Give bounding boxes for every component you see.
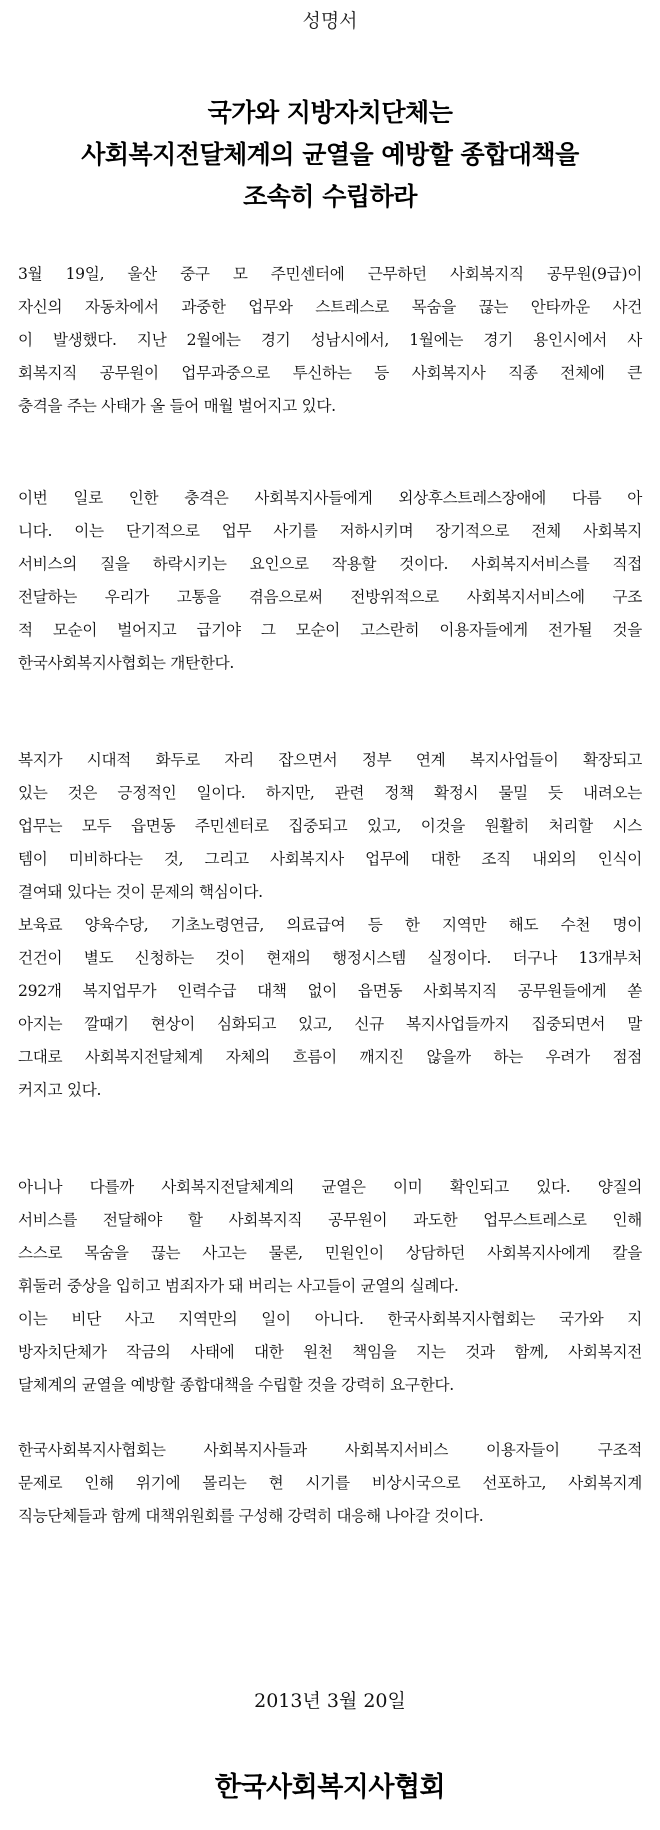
paragraph-line: 보육료 양육수당, 기초노령연금, 의료급여 등 한 지역만 해도 수천 명이 bbox=[18, 916, 642, 934]
paragraph-line: 3월 19일, 울산 중구 모 주민센터에 근무하던 사회복지직 공무원(9급)이 bbox=[18, 265, 642, 283]
paragraph-line: 한국사회복지사협회는 개탄한다. bbox=[18, 654, 235, 672]
paragraph-line: 복지가 시대적 화두로 자리 잡으면서 정부 연계 복지사업들이 확장되고 bbox=[18, 751, 642, 769]
paragraph-line: 템이 미비하다는 것, 그리고 사회복지사 업무에 대한 조직 내외의 인식이 bbox=[18, 850, 642, 868]
headline bbox=[0, 92, 660, 218]
paragraph-line: 건건이 별도 신청하는 것이 현재의 행정시스템 실정이다. 더구나 13개부처 bbox=[18, 949, 642, 967]
paragraph-line: 그대로 사회복지전달체계 자체의 흐름이 깨지진 않을까 하는 우려가 점점 bbox=[18, 1048, 642, 1066]
organization-name: 한국사회복지사협회 bbox=[214, 1772, 446, 1803]
paragraph-line: 전달하는 우리가 고통을 겪음으로써 전방위적으로 사회복지서비스에 구조 bbox=[18, 588, 642, 606]
paragraph-line: 이 발생했다. 지난 2월에는 경기 성남시에서, 1월에는 경기 용인시에서 사 bbox=[18, 331, 642, 349]
paragraph-line: 휘둘러 중상을 입히고 범죄자가 돼 버리는 사고들이 균열의 실례다. bbox=[18, 1277, 459, 1295]
paragraph-line: 문제로 인해 위기에 몰리는 현 시기를 비상시국으로 선포하고, 사회복지계 bbox=[18, 1474, 642, 1492]
paragraph-line: 292개 복지업무가 인력수급 대책 없이 읍면동 사회복지직 공무원들에게 쏟 bbox=[18, 982, 642, 1000]
paragraph-line: 스스로 목숨을 끊는 사고는 물론, 민원인이 상담하던 사회복지사에게 칼을 bbox=[18, 1244, 642, 1262]
paragraph bbox=[18, 1303, 642, 1402]
paragraph-line: 회복지직 공무원이 업무과중으로 투신하는 등 사회복지사 직종 전체에 큰 bbox=[18, 364, 642, 382]
paragraph bbox=[18, 482, 642, 680]
paragraph-line: 아지는 깔때기 현상이 심화되고 있고, 신규 복지사업들까지 집중되면서 말 bbox=[18, 1015, 642, 1033]
paragraph-line: 충격을 주는 사태가 올 들어 매월 벌어지고 있다. bbox=[18, 397, 336, 415]
paragraph-line: 아니나 다를까 사회복지전달체계의 균열은 이미 확인되고 있다. 양질의 bbox=[18, 1178, 642, 1196]
paragraph-line: 적 모순이 벌어지고 급기야 그 모순이 고스란히 이용자들에게 전가될 것을 bbox=[18, 621, 642, 639]
paragraph-line: 커지고 있다. bbox=[18, 1081, 102, 1099]
headline-line: 사회복지전달체계의 균열을 예방할 종합대책을 bbox=[81, 140, 579, 169]
statement-date: 2013년 3월 20일 bbox=[254, 1690, 406, 1712]
document-type-label: 성명서 bbox=[302, 10, 358, 32]
paragraph-line: 한국사회복지사협회는 사회복지사들과 사회복지서비스 이용자들이 구조적 bbox=[18, 1441, 642, 1459]
paragraph-line: 달체계의 균열을 예방할 종합대책을 수립할 것을 강력히 요구한다. bbox=[18, 1376, 454, 1394]
paragraph bbox=[18, 1434, 642, 1533]
headline-line: 조속히 수립하라 bbox=[243, 182, 417, 211]
paragraph-line: 니다. 이는 단기적으로 업무 사기를 저하시키며 장기적으로 전체 사회복지 bbox=[18, 522, 642, 540]
paragraph bbox=[18, 744, 642, 909]
paragraph-line: 자신의 자동차에서 과중한 업무와 스트레스로 목숨을 끊는 안타까운 사건 bbox=[18, 298, 642, 316]
paragraph-line: 이는 비단 사고 지역만의 일이 아니다. 한국사회복지사협회는 국가와 지 bbox=[18, 1310, 642, 1328]
paragraph bbox=[18, 258, 642, 423]
paragraph-line: 이번 일로 인한 충격은 사회복지사들에게 외상후스트레스장애에 다름 아 bbox=[18, 489, 642, 507]
paragraph-line: 있는 것은 긍정적인 일이다. 하지만, 관련 정책 확정시 물밀 듯 내려오는 bbox=[18, 784, 642, 802]
paragraph bbox=[18, 909, 642, 1107]
paragraph-line: 서비스의 질을 하락시키는 요인으로 작용할 것이다. 사회복지서비스를 직접 bbox=[18, 555, 642, 573]
paragraph bbox=[18, 1171, 642, 1303]
paragraph-line: 직능단체들과 함께 대책위원회를 구성해 강력히 대응해 나아갈 것이다. bbox=[18, 1507, 484, 1525]
paragraph-line: 서비스를 전달해야 할 사회복지직 공무원이 과도한 업무스트레스로 인해 bbox=[18, 1211, 642, 1229]
paragraph-line: 방자치단체가 작금의 사태에 대한 원천 책임을 지는 것과 함께, 사회복지전 bbox=[18, 1343, 642, 1361]
paragraph-line: 업무는 모두 읍면동 주민센터로 집중되고 있고, 이것을 원활히 처리할 시스 bbox=[18, 817, 642, 835]
paragraph-line: 결여돼 있다는 것이 문제의 핵심이다. bbox=[18, 883, 263, 901]
headline-line: 국가와 지방자치단체는 bbox=[207, 98, 453, 127]
